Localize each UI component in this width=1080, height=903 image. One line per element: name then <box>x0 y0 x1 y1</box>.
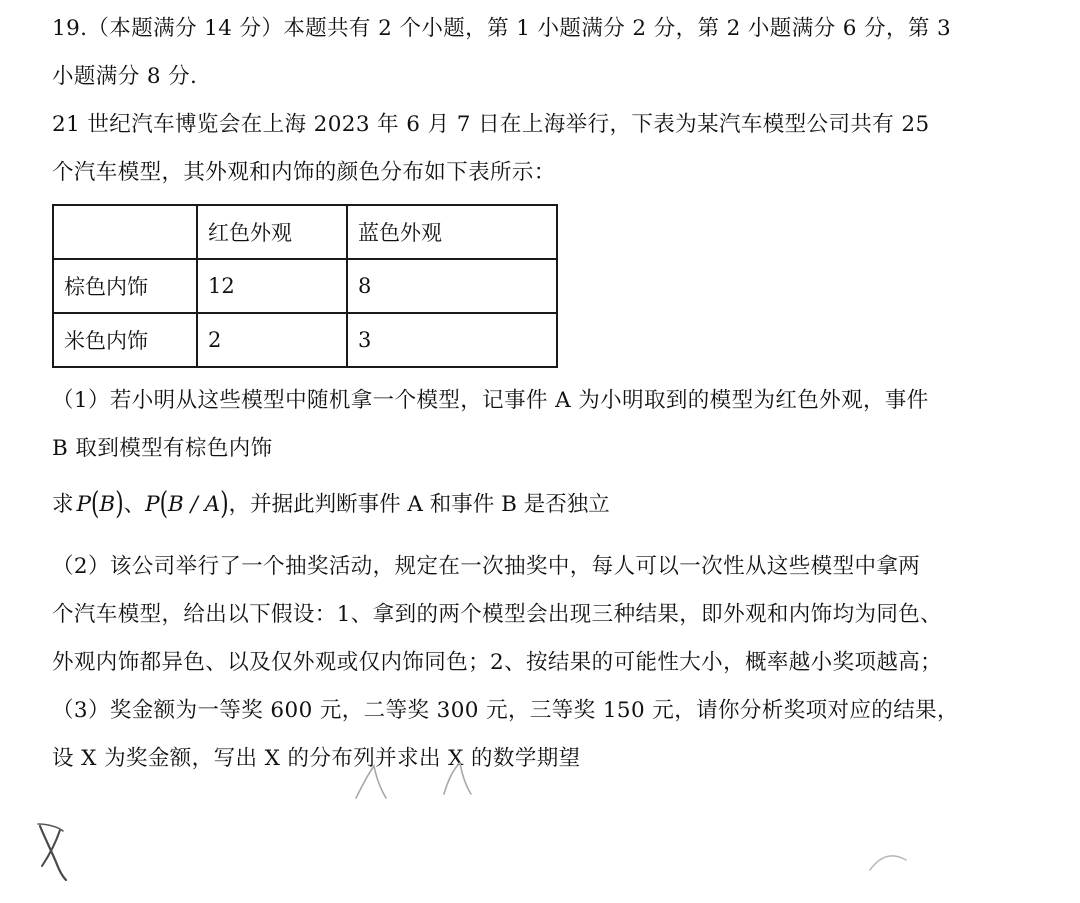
table-row <box>53 313 557 367</box>
question-2-line-1: （2）该公司举行了一个抽奖活动，规定在一次抽奖中，每人可以一次性从这些模型中拿两 <box>52 554 921 579</box>
document-content <box>52 6 1032 784</box>
question-2-line-2: 个汽车模型，给出以下假设：1、拿到的两个模型会出现三种结果，即外观和内饰均为同色、 <box>52 602 943 627</box>
handwritten-signature-mark <box>30 818 100 888</box>
problem-body-line-2: 个汽车模型，其外观和内饰的颜色分布如下表所示： <box>52 160 556 185</box>
table-cell-beige-blue: 3 <box>347 313 557 367</box>
table-row <box>53 259 557 313</box>
table-cell-brown-red: 12 <box>197 259 347 313</box>
question-1-formula: 求 P(B)、P(B / A)，并据此判断事件 A 和事件 B 是否独立 <box>52 486 610 523</box>
formula-p-2-arg: B / A <box>167 492 221 517</box>
distribution-table-wrapper <box>52 204 1032 368</box>
formula-suffix: ，并据此判断事件 A 和事件 B 是否独立 <box>228 492 610 517</box>
table-row-label-brown: 棕色内饰 <box>53 259 197 313</box>
problem-header-line-2: 小题满分 8 分. <box>52 64 198 89</box>
table-header-red: 红色外观 <box>197 205 347 259</box>
problem-body-line-1: 21 世纪汽车博览会在上海 2023 年 6 月 7 日在上海举行，下表为某汽车模型公司共有 25 <box>52 112 930 137</box>
question-1-line-1: （1）若小明从这些模型中随机拿一个模型，记事件 A 为小明取到的模型为红色外观，事件 <box>52 388 929 413</box>
pencil-mark-3 <box>866 846 910 876</box>
formula-prefix: 求 <box>52 492 74 517</box>
question-1-line-2: B 取到模型有棕色内饰 <box>52 436 273 461</box>
table-cell-beige-red: 2 <box>197 313 347 367</box>
formula-p-1-arg: B <box>99 492 116 517</box>
question-3-line-1: （3）奖金额为一等奖 600 元，二等奖 300 元，三等奖 150 元，请你分析奖项对应的结果， <box>52 698 959 723</box>
table-header-blue: 蓝色外观 <box>347 205 557 259</box>
problem-header-line-1: 19.（本题满分 14 分）本题共有 2 个小题，第 1 小题满分 2 分，第 2 小题满分 6 分，第 3 <box>52 16 952 41</box>
table-row-label-beige: 米色内饰 <box>53 313 197 367</box>
formula-separator: 、 <box>123 492 146 517</box>
table-cell-corner <box>53 205 197 259</box>
question-2-line-3: 外观内饰都异色、以及仅外观或仅内饰同色；2、按结果的可能性大小，概率越小奖项越高； <box>52 650 943 675</box>
question-3-line-2: 设 X 为奖金额，写出 X 的分布列并求出 X 的数学期望 <box>52 746 581 771</box>
distribution-table <box>52 204 558 368</box>
table-row-header <box>53 205 557 259</box>
formula-p-1: P <box>76 492 91 517</box>
table-cell-brown-blue: 8 <box>347 259 557 313</box>
formula-p-2: P <box>145 492 160 517</box>
